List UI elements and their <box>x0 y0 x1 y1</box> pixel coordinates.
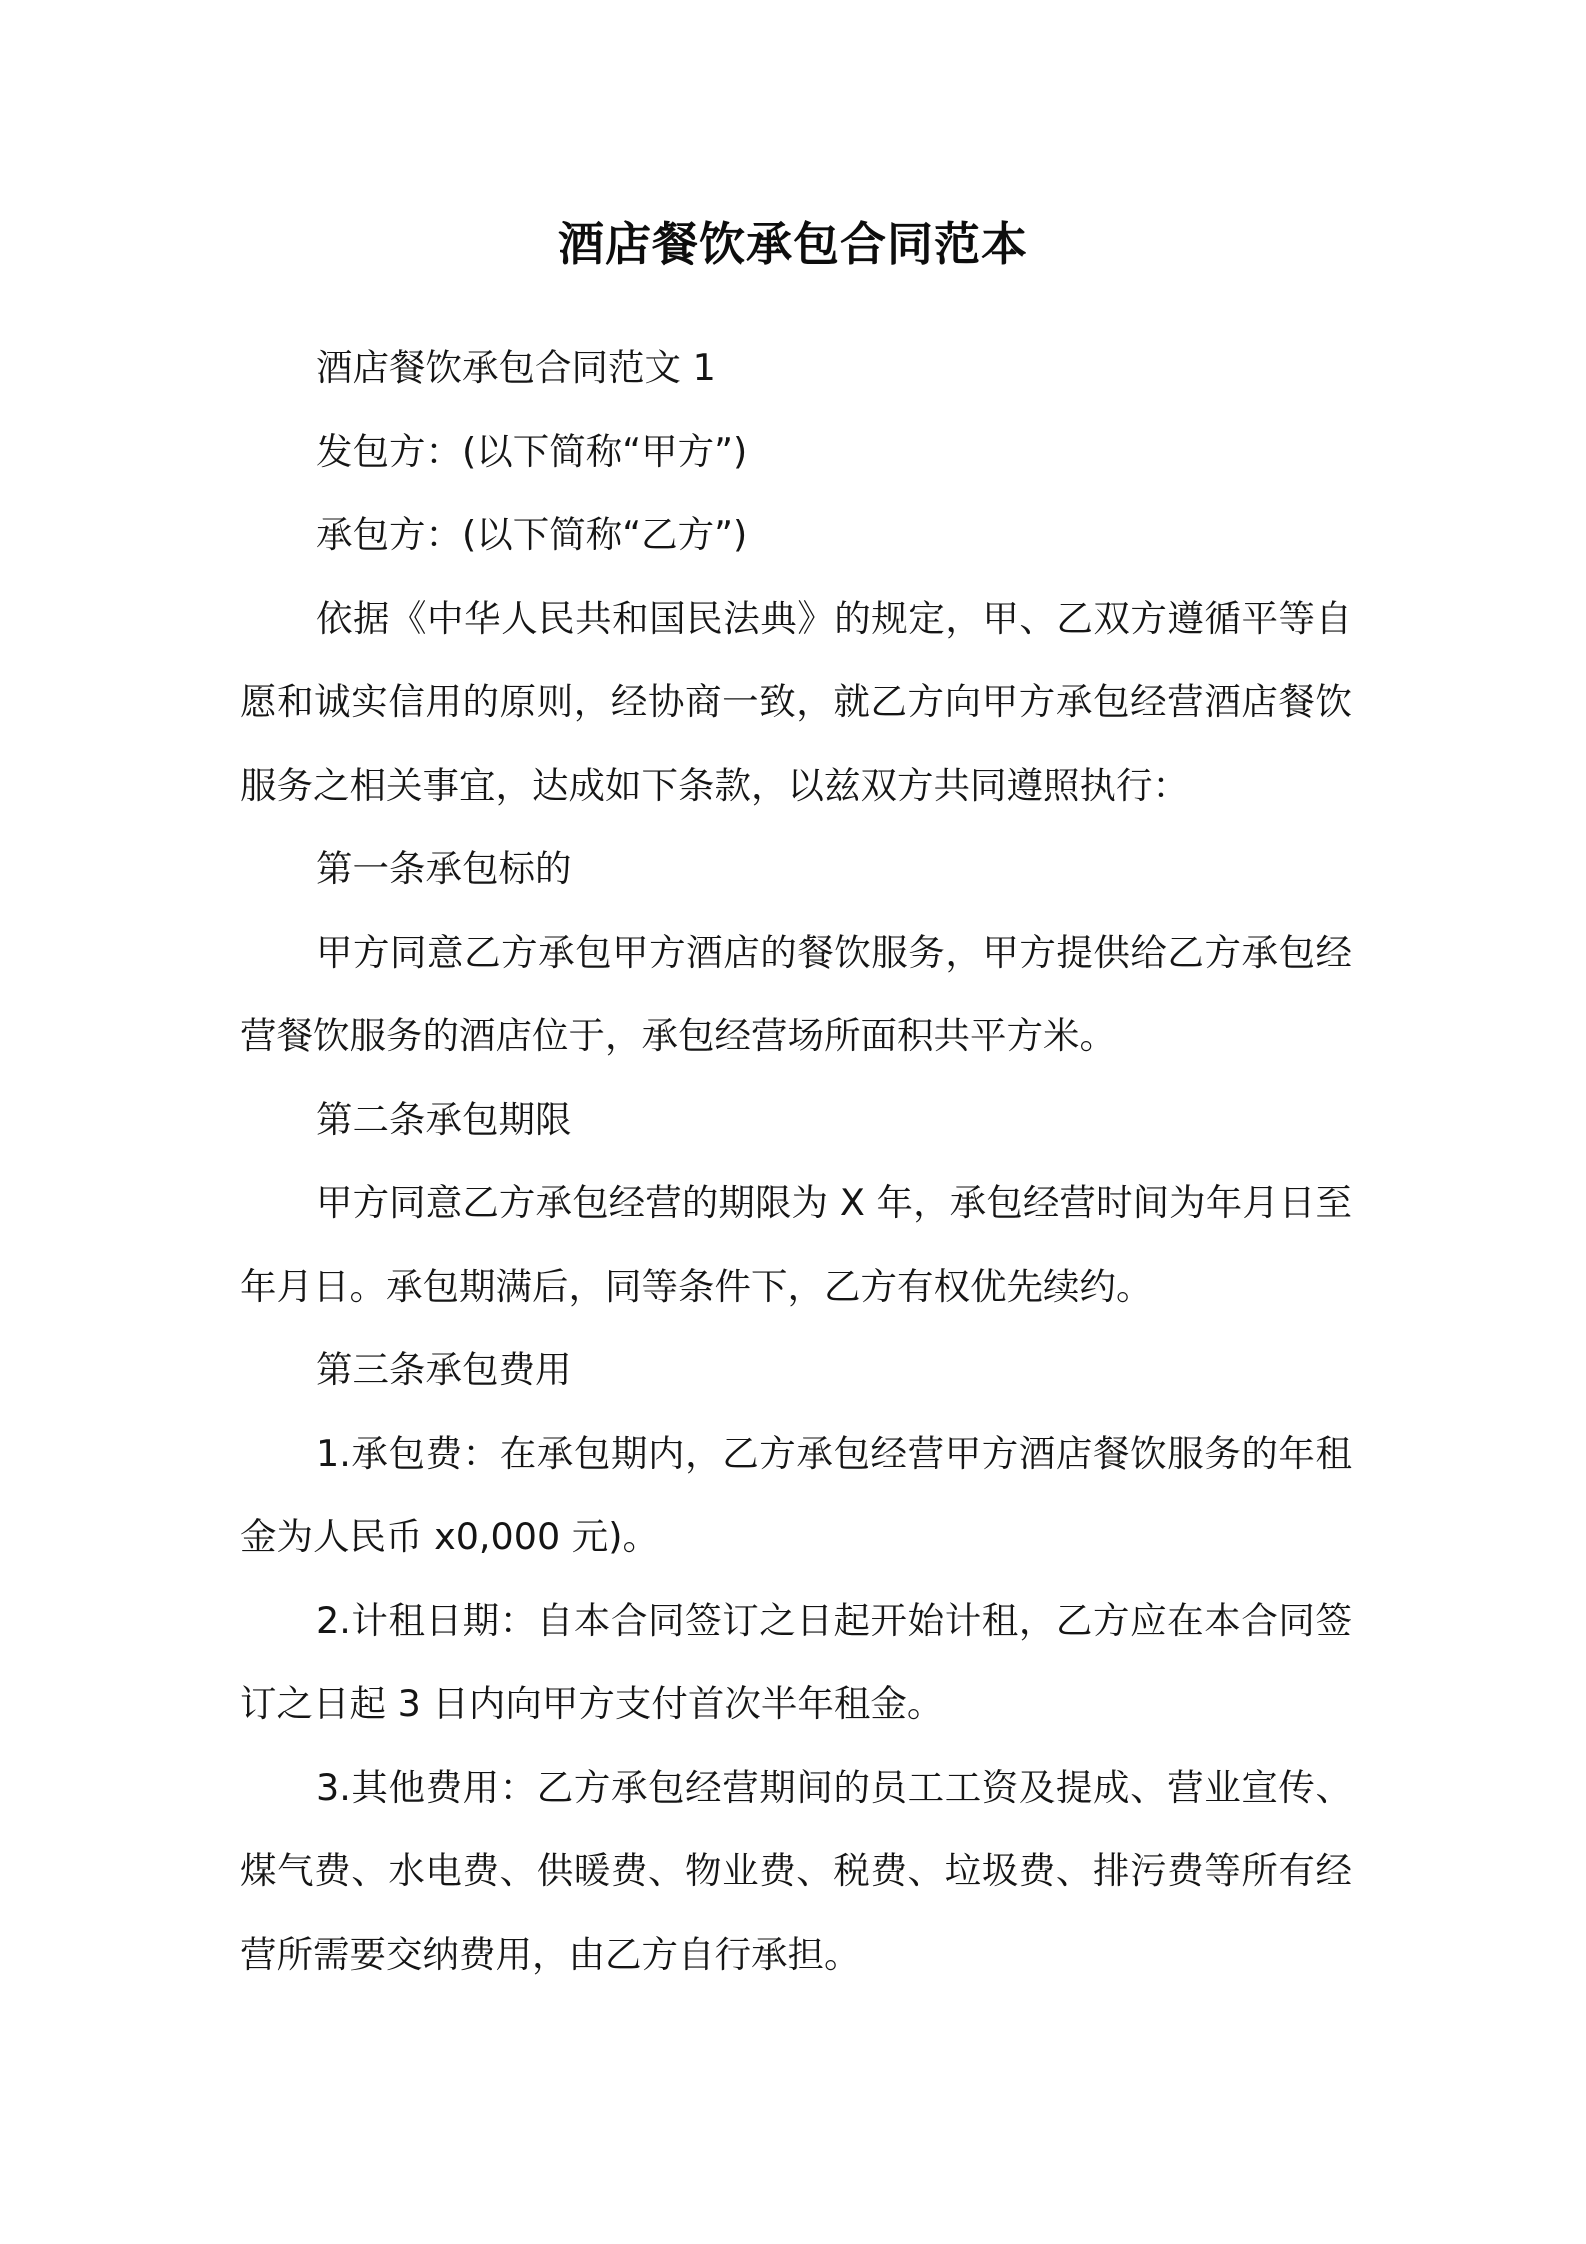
paragraph-party-a: 发包方：(以下简称“甲方”) <box>316 429 748 473</box>
article-3-heading: 第三条承包费用 <box>316 1348 572 1391</box>
article-3-item-3: 3.其他费用：乙方承包经营期间的员工工资及提成、营业宣传、煤气费、水电费、供暖费、物业费、税费、垃圾费、排污费等所有经营所需要交纳费用，由乙方自行承担。 <box>240 1765 1352 1976</box>
document-title: 酒店餐饮承包合同范本 <box>558 217 1028 271</box>
article-2-body: 甲方同意乙方承包经营的期限为 X 年，承包经营时间为年月日至年月日。承包期满后，同等条件下，乙方有权优先续约。 <box>240 1181 1352 1308</box>
article-1-body: 甲方同意乙方承包甲方酒店的餐饮服务，甲方提供给乙方承包经营餐饮服务的酒店位于，承包经营场所面积共平方米。 <box>240 930 1352 1057</box>
article-1-heading: 第一条承包标的 <box>316 847 572 890</box>
paragraph-sample-heading: 酒店餐饮承包合同范文 1 <box>316 346 716 389</box>
document-body <box>240 326 1352 1996</box>
article-3-item-1: 1.承包费：在承包期内，乙方承包经营甲方酒店餐饮服务的年租金为人民币 x0,000 元)。 <box>240 1431 1352 1558</box>
paragraph-preamble: 依据《中华人民共和国民法典》的规定，甲、乙双方遵循平等自愿和诚实信用的原则，经协商一致，就乙方向甲方承包经营酒店餐饮服务之相关事宜，达成如下条款，以兹双方共同遵照执行： <box>240 596 1352 807</box>
article-3-item-2: 2.计租日期：自本合同签订之日起开始计租，乙方应在本合同签订之日起 3 日内向甲方支付首次半年租金。 <box>240 1598 1352 1725</box>
paragraph-party-b: 承包方：(以下简称“乙方”) <box>316 513 748 556</box>
article-2-heading: 第二条承包期限 <box>316 1097 572 1141</box>
